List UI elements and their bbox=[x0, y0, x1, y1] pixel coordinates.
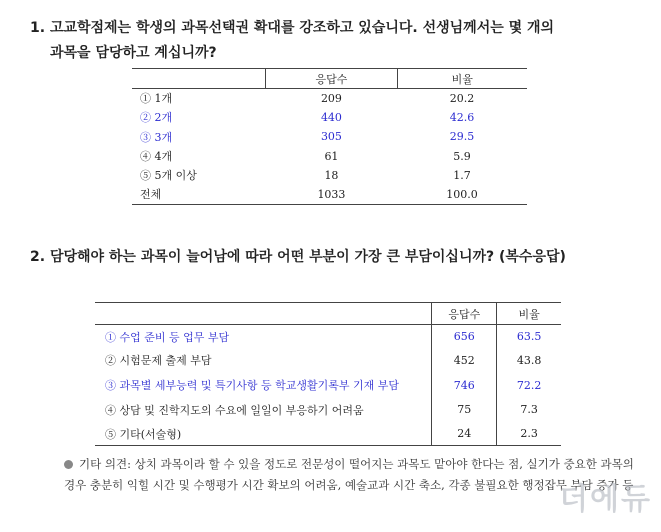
table-header-row bbox=[132, 69, 527, 89]
question-1-line1 bbox=[30, 16, 630, 41]
row-count: 75 bbox=[432, 398, 497, 422]
row-percent: 72.2 bbox=[497, 372, 561, 398]
row-count: 305 bbox=[320, 130, 342, 144]
row-count: 452 bbox=[432, 348, 497, 372]
question-1-line2: 과목을 담당하고 계십니까? bbox=[50, 45, 217, 61]
question-2-number: 2. bbox=[30, 249, 46, 265]
row-option: ③ 3개 bbox=[140, 130, 173, 144]
row-option: ⑤ 기타(서술형) bbox=[95, 422, 432, 446]
row-option: 전체 bbox=[132, 185, 266, 204]
table-row bbox=[132, 127, 527, 146]
row-option: ① 1개 bbox=[140, 92, 173, 106]
table-row bbox=[95, 422, 561, 446]
row-count: 24 bbox=[432, 422, 497, 446]
answer-table-1 bbox=[132, 68, 527, 205]
question-2 bbox=[30, 245, 630, 270]
row-option: ④ 상담 및 진학지도의 수요에 일일이 부응하기 어려움 bbox=[105, 403, 364, 417]
question-1 bbox=[30, 16, 630, 66]
row-option: ⑤ 5개 이상 bbox=[140, 169, 197, 183]
row-option: ② 시험문제 출제 부담 bbox=[105, 354, 212, 368]
row-count: 1033 bbox=[266, 185, 397, 204]
answer-table-2 bbox=[95, 302, 561, 446]
row-option: ③ 과목별 세부능력 및 특기사항 등 학교생활기록부 기재 부담 bbox=[105, 379, 399, 393]
table-header-row bbox=[95, 303, 561, 325]
row-count: 746 bbox=[432, 372, 497, 398]
row-count: 61 bbox=[324, 149, 339, 163]
note-text: 기타 의견: 상치 과목이라 할 수 있을 정도로 전문성이 떨어지는 과목도 맡아야 한다는 점, 실기가 중요한 과목의 경우 충분히 익힐 시간 및 수행평가 시간 확보의 어려움, 예술교과 시간 축소, 각종 불필요한 행정잡무 부담 증가 등 bbox=[64, 457, 634, 492]
table-row bbox=[132, 108, 527, 127]
header-percent: 비율 bbox=[397, 69, 527, 89]
row-option: ④ 4개 bbox=[140, 150, 173, 164]
row-option: ② 2개 bbox=[140, 111, 173, 125]
bullet-icon bbox=[64, 460, 73, 469]
table-row bbox=[132, 89, 527, 108]
row-percent: 42.6 bbox=[449, 110, 475, 124]
row-count: 18 bbox=[324, 168, 339, 182]
row-percent: 43.8 bbox=[497, 348, 561, 372]
table-row bbox=[95, 372, 561, 398]
row-count: 440 bbox=[320, 110, 342, 124]
table-row bbox=[132, 146, 527, 165]
table-row bbox=[95, 325, 561, 349]
table-row bbox=[95, 398, 561, 422]
header-option bbox=[95, 303, 432, 325]
question-1-number: 1. bbox=[30, 20, 46, 36]
row-percent: 20.2 bbox=[449, 91, 475, 105]
row-count: 656 bbox=[432, 325, 497, 349]
row-percent: 1.7 bbox=[453, 168, 471, 182]
row-percent: 29.5 bbox=[449, 130, 475, 144]
header-count: 응답수 bbox=[432, 303, 497, 325]
header-count: 응답수 bbox=[266, 69, 397, 89]
row-option: ① 수업 준비 등 업무 부담 bbox=[105, 330, 230, 344]
header-percent: 비율 bbox=[497, 303, 561, 325]
question-1-text: 고교학점제는 학생의 과목선택권 확대를 강조하고 있습니다. 선생님께서는 몇 개의 bbox=[49, 20, 555, 36]
watermark-logo: 더에듀 bbox=[559, 482, 652, 517]
row-percent: 100.0 bbox=[397, 185, 527, 204]
question-2-text: 담당해야 하는 과목이 늘어남에 따라 어떤 부분이 가장 큰 부담이십니까? (복수응답) bbox=[49, 249, 566, 265]
row-percent: 2.3 bbox=[497, 422, 561, 446]
row-percent: 63.5 bbox=[497, 325, 561, 349]
row-percent: 5.9 bbox=[453, 149, 471, 163]
row-count: 209 bbox=[320, 91, 342, 105]
header-option bbox=[132, 69, 266, 89]
table-row bbox=[95, 348, 561, 372]
row-percent: 7.3 bbox=[497, 398, 561, 422]
table-row bbox=[132, 166, 527, 185]
other-opinions-note bbox=[64, 454, 634, 496]
table-row-total bbox=[132, 185, 527, 204]
